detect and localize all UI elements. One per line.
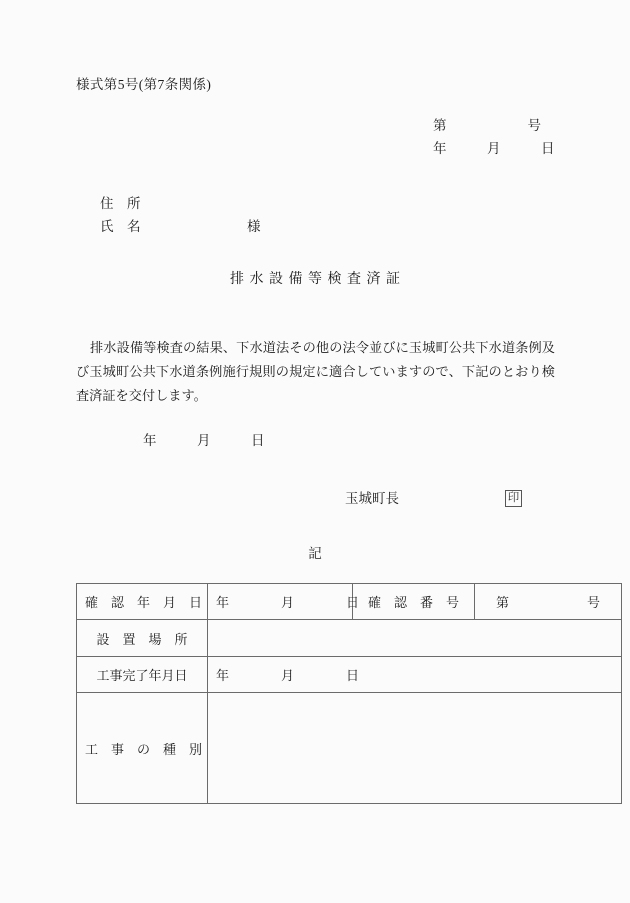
table-row bbox=[77, 657, 622, 693]
issue-date-line: 年 月 日 bbox=[143, 433, 265, 448]
cell-install-location-label: 設 置 場 所 bbox=[77, 620, 208, 657]
cell-work-type-value[interactable] bbox=[208, 693, 622, 804]
cell-confirm-date-label: 確 認 年 月 日 bbox=[77, 584, 208, 620]
inspection-details-table bbox=[76, 583, 622, 804]
cell-confirm-number-label: 確 認 番 号 bbox=[353, 584, 475, 620]
form-number: 様式第5号(第7条関係) bbox=[76, 77, 212, 92]
document-date-line: 年 月 日 bbox=[433, 141, 555, 156]
cell-install-location-value[interactable] bbox=[208, 620, 622, 657]
cell-confirm-date-value[interactable]: 年 月 日 bbox=[208, 584, 353, 620]
cell-completion-date-label: 工事完了年月日 bbox=[77, 657, 208, 693]
address-label: 住 所 bbox=[100, 196, 141, 211]
honorific-suffix: 様 bbox=[247, 219, 261, 234]
cell-completion-date-value[interactable]: 年 月 日 bbox=[208, 657, 622, 693]
ki-marker: 記 bbox=[308, 546, 322, 561]
cell-confirm-number-value[interactable]: 第 号 bbox=[475, 584, 622, 620]
document-number-line: 第 号 bbox=[433, 118, 541, 133]
seal-stamp-box: 印 bbox=[505, 490, 522, 507]
table-row bbox=[77, 584, 622, 620]
signer-title: 玉城町長 bbox=[345, 491, 399, 506]
body-paragraph: 排水設備等検査の結果、下水道法その他の法令並びに玉城町公共下水道条例及び玉城町公共下水道条例施行規則の規定に適合していますので、下記のとおり検査済証を交付します。 bbox=[76, 340, 555, 403]
table-row bbox=[77, 693, 622, 804]
cell-work-type-label: 工 事 の 種 別 bbox=[77, 693, 208, 804]
table-row bbox=[77, 620, 622, 657]
page-title: 排水設備等検査済証 bbox=[230, 272, 406, 287]
name-label: 氏 名 bbox=[100, 219, 141, 234]
